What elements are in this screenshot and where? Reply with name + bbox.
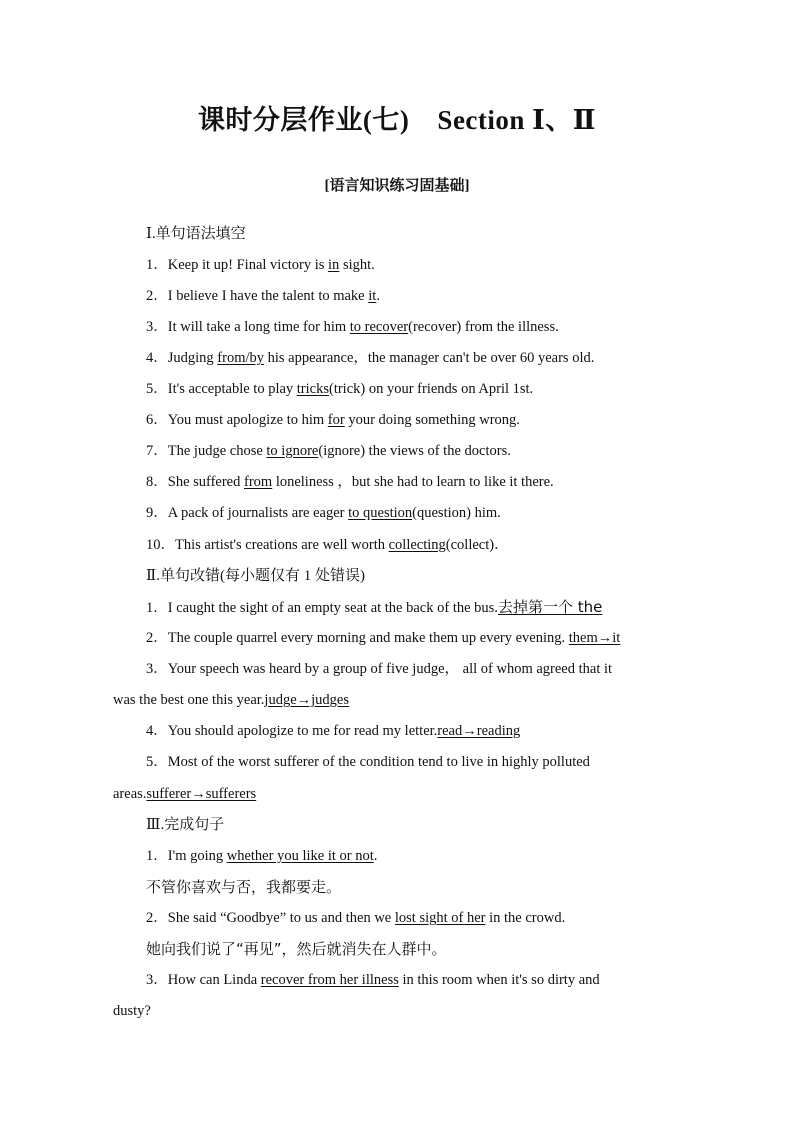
list-item: 7．The judge chose to ignore(ignore) the views of the doctors. [146, 443, 511, 459]
title-english: Section Ⅰ、Ⅱ [437, 105, 597, 135]
title-chinese: 课时分层作业(七) [197, 105, 410, 135]
list-item: 8．She suffered from loneliness ，but she had to learn to like it there. [146, 474, 554, 490]
answer-blank: in [328, 257, 340, 273]
answer-blank: to recover [349, 319, 409, 335]
list-item: 1．Keep it up! Final victory is in sight. [146, 257, 375, 273]
answer-blank: from [244, 474, 273, 490]
answer-blank: them→it [568, 630, 621, 646]
answer-blank: judge→judges [264, 692, 349, 708]
list-item: 4．You should apologize to me for read my letter.read→reading [146, 723, 521, 739]
list-item: 2．I believe I have the talent to make it. [146, 288, 380, 304]
list-item: 1．I'm going whether you like it or not. [146, 848, 378, 864]
list-item: 3．How can Linda recover from her illness in this room when it's so dirty and [146, 972, 600, 988]
section3-heading: Ⅲ.完成句子 [146, 817, 225, 833]
answer-blank: lost sight of her [394, 910, 486, 926]
list-item: 1．I caught the sight of an empty seat at the back of the bus.去掉第一个 the [146, 598, 603, 616]
translation-line: 她向我们说了“再见”，然后就消失在人群中。 [146, 940, 447, 958]
answer-blank: collecting [388, 537, 446, 553]
list-item-continuation: areas.sufferer→sufferers [113, 786, 257, 802]
section1-heading: Ⅰ.单句语法填空 [146, 226, 246, 242]
answer-blank: tricks [296, 381, 329, 397]
list-item: 2．She said “Goodbye” to us and then we lost sight of her in the crowd. [146, 910, 566, 926]
answer-blank: read→reading [437, 723, 521, 739]
list-item: 3．It will take a long time for him to recover(recover) from the illness. [146, 319, 559, 335]
list-item-continuation: was the best one this year.judge→judges [113, 692, 349, 708]
list-item: 4．Judging from/by his appearance，the manager can't be over 60 years old. [146, 350, 595, 366]
list-item-continuation: dusty? [113, 1003, 151, 1019]
answer-blank: for [327, 412, 345, 428]
list-item: 9．A pack of journalists are eager to question(question) him. [146, 505, 501, 521]
answer-blank: from/by [217, 350, 265, 366]
answer-blank: to question [348, 505, 413, 521]
translation-line: 不管你喜欢与否，我都要走。 [146, 878, 342, 896]
section-subtitle: [语言知识练习固基础] [324, 178, 470, 194]
list-item: 10．This artist's creations are well worth collecting(collect)． [146, 537, 509, 553]
list-item: 2．The couple quarrel every morning and make them up every evening. them→it [146, 630, 621, 646]
page-title [0, 98, 794, 137]
answer-blank: whether you like it or not [226, 848, 374, 864]
section2-heading: Ⅱ.单句改错(每小题仅有 1 处错误) [146, 568, 365, 584]
answer-blank: sufferer→sufferers [146, 786, 257, 802]
list-item: 3．Your speech was heard by a group of five judge， all of whom agreed that it [146, 661, 613, 677]
list-item: 5．Most of the worst sufferer of the condition tend to live in highly polluted [146, 754, 590, 770]
answer-blank: it [368, 288, 377, 304]
answer-blank: recover from her illness [260, 972, 399, 988]
answer-blank: 去掉第一个 the [497, 598, 603, 616]
list-item: 6．You must apologize to him for your doing something wrong. [146, 412, 520, 428]
list-item: 5．It's acceptable to play tricks(trick) on your friends on April 1st. [146, 381, 534, 397]
answer-blank: to ignore [266, 443, 319, 459]
